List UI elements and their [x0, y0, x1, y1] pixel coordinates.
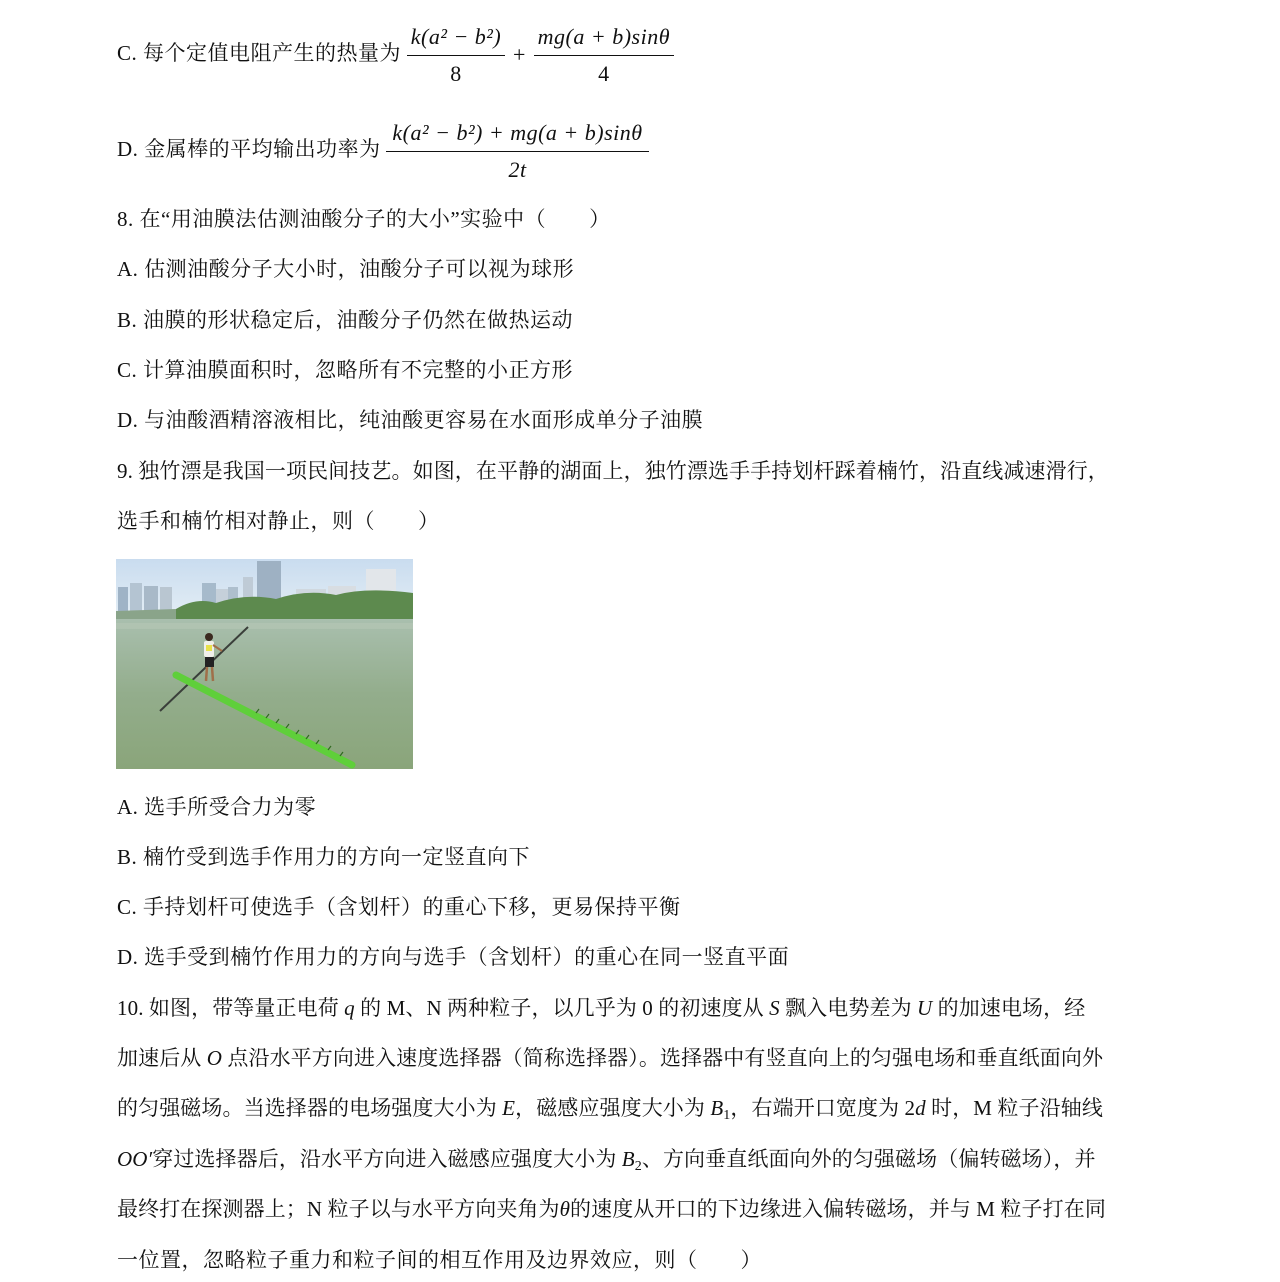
text: ，右端开口宽度为 2	[730, 1096, 916, 1120]
numerator: k(a² − b²)	[407, 22, 505, 56]
option-text: 金属棒的平均输出功率为	[144, 136, 381, 161]
q10-line1	[117, 995, 1085, 1021]
text: 加速后从	[117, 1046, 207, 1070]
q10-line3	[117, 1095, 1103, 1129]
option-text: 选手所受合力为零	[144, 795, 317, 819]
option-label: D.	[117, 408, 139, 432]
q9-option-b	[117, 844, 530, 870]
var-o: O	[206, 1046, 223, 1070]
option-label: C.	[117, 358, 138, 382]
option-text: 楠竹受到选手作用力的方向一定竖直向下	[143, 845, 531, 869]
option-text: 与油酸酒精溶液相比，纯油酸更容易在水面形成单分子油膜	[144, 408, 704, 432]
q10-line4	[117, 1146, 1096, 1180]
text: 的匀强磁场。当选择器的电场强度大小为	[117, 1096, 503, 1120]
option-text: 计算油膜面积时，忽略所有不完整的小正方形	[143, 358, 574, 382]
option-label: A.	[117, 257, 139, 281]
text: 时，M 粒子沿轴线	[925, 1096, 1103, 1120]
numerator: mg(a + b)sinθ	[534, 22, 674, 56]
option-label: B.	[117, 845, 138, 869]
q8-option-b	[117, 307, 573, 333]
option-label: D.	[117, 945, 139, 969]
option-text: 油膜的形状稳定后，油酸分子仍然在做热运动	[143, 308, 574, 332]
text: 的 M、N 两种粒子，以几乎为 0 的初速度从	[354, 996, 770, 1020]
q9-option-d	[117, 944, 789, 970]
text: 点沿水平方向进入速度选择器（简称选择器）。选择器中有竖直向上的匀强电场和垂直纸面向外	[222, 1046, 1104, 1070]
fraction-term2	[534, 22, 674, 88]
fraction-term1	[407, 22, 505, 88]
q7-option-c	[117, 22, 674, 88]
option-label: C.	[117, 895, 138, 919]
photo-illustration	[116, 559, 413, 769]
q9-stem-line2: 选手和楠竹相对静止，则（ ）	[117, 509, 440, 533]
option-text: 估测油酸分子大小时，油酸分子可以视为球形	[144, 257, 575, 281]
q10-line6	[117, 1247, 762, 1273]
q9-option-c	[117, 894, 681, 920]
text: 最终打在探测器上；N 粒子以与水平方向夹角为	[117, 1197, 560, 1221]
text: 穿过选择器后，沿水平方向进入磁感应强度大小为	[152, 1147, 622, 1171]
q8-option-c	[117, 357, 573, 383]
option-label: A.	[117, 795, 139, 819]
option-label: C.	[117, 40, 138, 65]
var-b2: B	[621, 1147, 635, 1171]
option-text: 选手受到楠竹作用力的方向与选手（含划杆）的重心在同一竖直平面	[144, 945, 790, 969]
text: 、方向垂直纸面向外的匀强磁场（偏转磁场），并	[641, 1147, 1096, 1171]
q9-stem-line1: 9. 独竹漂是我国一项民间技艺。如图，在平静的湖面上，独竹漂选手手持划杆踩着楠竹，沿直线减速滑行，	[117, 459, 1109, 483]
var-oo-prime: OO′	[117, 1147, 153, 1171]
var-e: E	[502, 1096, 516, 1120]
fraction-power	[386, 118, 648, 184]
text: ，磁感应强度大小为	[515, 1096, 711, 1120]
plus-operator: +	[512, 42, 526, 67]
denominator: 2t	[508, 157, 527, 182]
var-s: S	[769, 996, 780, 1020]
text: 一位置，忽略粒子重力和粒子间的相互作用及边界效应，则（ ）	[117, 1248, 762, 1272]
text: 10. 如图，带等量正电荷	[117, 996, 345, 1020]
q7-option-d	[117, 118, 649, 184]
text: 的加速电场，经	[932, 996, 1086, 1020]
subscript: 2	[634, 1159, 642, 1174]
option-text: 每个定值电阻产生的热量为	[143, 40, 402, 65]
q9-option-a	[117, 794, 316, 820]
q8-option-a	[117, 256, 574, 282]
option-label: B.	[117, 308, 138, 332]
q8-option-d	[117, 407, 703, 433]
option-text: 手持划杆可使选手（含划杆）的重心下移，更易保持平衡	[143, 895, 681, 919]
subscript: 1	[723, 1108, 731, 1123]
q8-stem: 8. 在“用油膜法估测油酸分子的大小”实验中（ ）	[117, 207, 611, 231]
denominator: 8	[450, 61, 462, 86]
text: 飘入电势差为	[779, 996, 918, 1020]
q10-line5	[117, 1196, 1106, 1222]
var-theta: θ	[559, 1197, 571, 1221]
var-q: q	[344, 996, 355, 1020]
denominator: 4	[598, 61, 610, 86]
var-u: U	[917, 996, 933, 1020]
option-label: D.	[117, 136, 139, 161]
q10-line2	[117, 1045, 1103, 1071]
text: 的速度从开口的下边缘进入偏转磁场，并与 M 粒子打在同	[570, 1197, 1106, 1221]
q9-photo-bamboo-rafting	[116, 559, 413, 769]
numerator: k(a² − b²) + mg(a + b)sinθ	[386, 118, 648, 152]
var-b1: B	[710, 1096, 724, 1120]
var-d: d	[915, 1096, 926, 1120]
